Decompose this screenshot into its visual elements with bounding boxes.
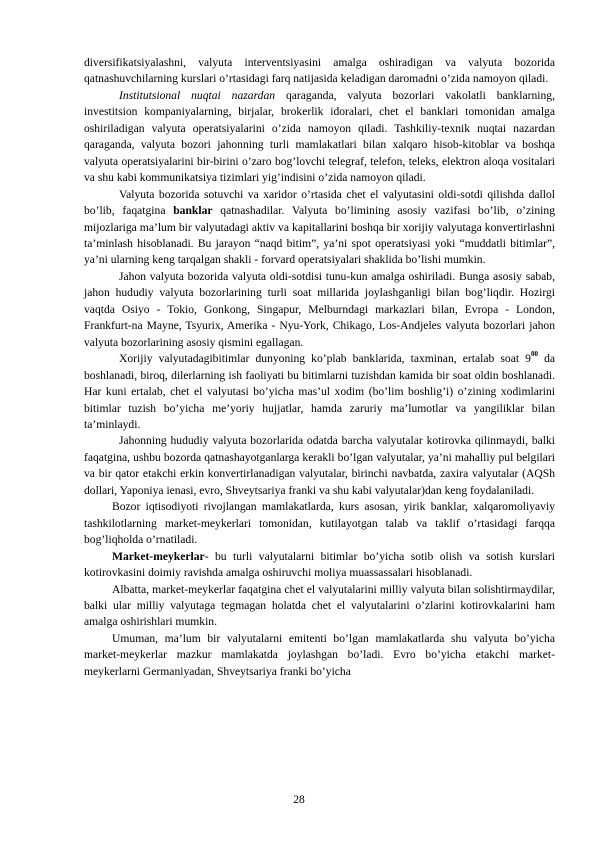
page-number <box>0 793 595 806</box>
text-run: diversifikatsiyalashni, valyuta interventsiyasini amalga oshiradigan va valyuta bozorida qatnashuvchilarning kurslari o’rtasidagi farq natijasida keladigan daromadni o’zida namoyon qiladi. <box>84 56 555 86</box>
paragraph <box>84 88 555 187</box>
paragraph <box>84 582 555 631</box>
text-run: Xorijiy valyutadagibitimlar dunyoning ko’plab banklarida, taxminan, ertalab soat 9 <box>119 352 531 366</box>
paragraph <box>84 631 555 680</box>
superscript: 00 <box>530 350 538 359</box>
text-run: Bozor iqtisodiyoti rivojlangan mamlakatlarda, kurs asosan, yirik banklar, xalqaromoliyaviy tashkilotlarning market-meykerlari tomonidan, kutilayotgan talab va taklif o’rtasidagi farqqa bog’liqholda o’rnatiladi. <box>84 500 555 547</box>
paragraph <box>84 187 555 269</box>
text-run: Albatta, market-meykerlar faqatgina chet el valyutalarini milliy valyuta bilan solishtirmaydilar, balki ular milliy valyutaga tegmagan holatda chet el valyutalarini o’zlarini kotirovkalarini ham amalga oshirishlari mumkin. <box>84 582 555 629</box>
text-run: Jahon valyuta bozorida valyuta oldi-sotdisi tunu-kun amalga oshiriladi. Bunga asosiy sabab, jahon hududiy valyuta bozorlarining turli soat millarida joylashganligi bilan bog’liqdir. Hozirgi vaqtda Osiyo - Tokio, Gonkong, Singapur, Melburndagi markazlari bilan, Evropa - London, Frankfurt-na Mayne, Tsyurix, Amerika - Nyu-York, Chikago, Los-Andjeles valyuta bozorlari jahon valyuta bozorlarining asosiy qismini egallagan. <box>84 269 555 349</box>
text-run: Jahonning hududiy valyuta bozorlarida odatda barcha valyutalar kotirovka qilinmaydi, balki faqatgina, ushbu bozorda qatnashayotganlarga kerakli bo’lgan valyutalar, ya’ni mahalliy pul belgilari va bir qator etakchi erkin konvertirlanadigan valyutalar, birinchi navbatda, zaxira valyutalar (AQSh dollari, Yaponiya ienasi, evro, Shveytsariya franki va shu kabi valyutalar)dan keng foydalaniladi. <box>84 434 555 497</box>
bold-term: Market-meykerlar <box>112 549 205 563</box>
text-run: qaraganda, valyuta bozorlari vakolatli banklarning, investitsion kompaniyalarning, birjalar, brokerlik idoralari, chet el banklari tomonidan amalga oshiriladigan valyuta operatsiyalarini o’zida namoyon qiladi. Tashkiliy-texnik nuqtai nazardan qaraganda, valyuta bozori jahonning turli mamlakatlari bilan xalqaro hisob-kitoblar va boshqa valyuta operatsiyalarini bir-birini o’zaro bog’lovchi telegraf, telefon, teleks, elektron aloqa vositalari va shu kabi kommunikatsiya tizimlari yig’indisini o’zida namoyon qiladi. <box>84 88 555 185</box>
text-run: Valyuta bozorida sotuvchi va xaridor o’rtasida chet el valyutasini oldi-sotdi qilishda dallol bo’lib, faqatgina <box>84 187 555 218</box>
paragraph <box>84 269 555 351</box>
text-run: da boshlanadi, biroq, dilerlarning ish faoliyati bu bitimlarni tuzishdan kamida bir soat oldin boshlanadi. Har kuni ertalab, chet el valyutasi bo’yicha mas’ul xodim (bo’lim boshlig’i) o’zining xodimlarini bitimlar tuzish bo’yicha me’yoriy hujjatlar, hamda zaruriy ma’lumotlar va yangiliklar bilan ta’minlaydi. <box>84 352 556 431</box>
paragraph <box>84 351 555 433</box>
text-run: qatnashadilar. Valyuta bo’limining asosiy vazifasi bo’lib, o’zining mijozlariga ma’lum bir valyutadagi aktiv va kapitallarini boshqa bir xorijiy valyutaga konvertirlashni ta’minlash hisoblanadi. Bu jarayon “naqd bitim”, ya’ni spot operatsiyasi yoki “muddatli bitimlar”, ya’ni ularning keng tarqalgan shakli - forvard operatsiyalari shaklida bo’lishi mumkin. <box>84 204 555 267</box>
paragraph <box>84 433 555 499</box>
paragraph <box>84 55 555 88</box>
bold-term: banklar <box>173 204 213 218</box>
paragraph <box>84 499 555 548</box>
document-body <box>84 55 555 680</box>
italic-term: Institutsional nuqtai nazardan <box>119 88 276 102</box>
paragraph <box>84 549 555 582</box>
text-run: - bu turli valyutalarni bitimlar bo’yicha sotib olish va sotish kurslari kotirovkasini doimiy ravishda amalga oshiruvchi moliya muassassalari hisoblanadi. <box>84 549 555 580</box>
page-number-label: 28 <box>293 793 305 806</box>
text-run: Umuman, ma’lum bir valyutalarni emitenti bo’lgan mamlakatlarda shu valyuta bo’yicha market-meykerlar mazkur mamlakatda joylashgan bo’ladi. Evro bo’yicha etakchi market-meykerlarni Germaniyadan, Shveytsariya franki bo’yicha <box>84 631 555 678</box>
